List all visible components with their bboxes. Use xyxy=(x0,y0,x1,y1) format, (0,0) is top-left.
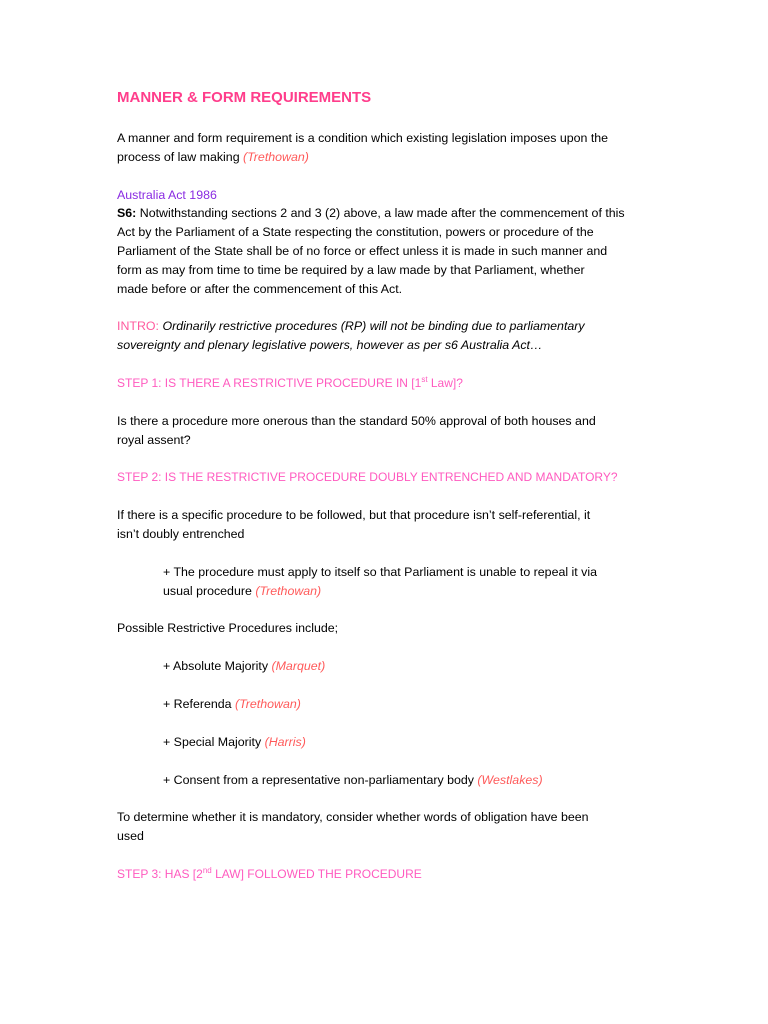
definition-line-2-text: process of law making xyxy=(117,149,244,164)
s6-line-4: form as may from time to time be required by a law made by that Parliament, whether xyxy=(117,262,585,277)
step-1-body xyxy=(117,412,668,450)
self-apply-bullet xyxy=(117,563,668,601)
step-3-sup: nd xyxy=(202,865,212,875)
step-2-body xyxy=(117,506,668,544)
step-1-line-1: Is there a procedure more onerous than the standard 50% approval of both houses and xyxy=(117,413,596,428)
list-item xyxy=(117,733,668,752)
s6-line-1 xyxy=(117,204,668,223)
list-item-text: + Special Majority xyxy=(163,734,265,749)
step-2-line-1: If there is a specific procedure to be followed, but that procedure isn’t self-referential, it xyxy=(117,508,591,523)
possible-procedures-intro: Possible Restrictive Procedures include; xyxy=(117,621,339,636)
list-item-text: + Consent from a representative non-parliamentary body xyxy=(163,772,478,787)
mandatory-line-2: used xyxy=(117,829,144,844)
s6-line-3: Parliament of the State shall be of no force or effect unless it is made in such manner and xyxy=(117,243,608,258)
intro-line-1 xyxy=(117,317,668,336)
australia-act-section xyxy=(117,186,668,299)
case-reference: (Westlakes) xyxy=(477,772,543,787)
definition-paragraph xyxy=(117,129,668,167)
step-2-line-2: isn’t doubly entrenched xyxy=(117,526,245,541)
intro-text-1: Ordinarily restrictive procedures (RP) will not be binding due to parliamentary xyxy=(159,319,585,334)
s6-line-2: Act by the Parliament of a State respecting the constitution, powers or procedure of the xyxy=(117,225,594,240)
australia-act-heading: Australia Act 1986 xyxy=(117,187,217,202)
mandatory-paragraph xyxy=(117,808,668,846)
case-reference: (Trethowan) xyxy=(255,583,322,598)
intro-line-2: sovereignty and plenary legislative powers, however as per s6 Australia Act… xyxy=(117,338,543,353)
step-1-heading xyxy=(117,374,668,393)
list-item xyxy=(117,771,668,790)
step-1-sup: st xyxy=(421,374,428,384)
case-reference: (Trethowan) xyxy=(243,149,309,164)
self-apply-text: usual procedure xyxy=(163,583,256,598)
step-3-suffix: LAW] FOLLOWED THE PROCEDURE xyxy=(211,866,422,881)
definition-line-2 xyxy=(117,148,668,167)
list-item-text: + Referenda xyxy=(163,696,235,711)
step-1-line-2: royal assent? xyxy=(117,432,191,447)
step-2-heading: STEP 2: IS THE RESTRICTIVE PROCEDURE DOUBLY ENTRENCHED AND MANDATORY? xyxy=(117,470,618,485)
list-item xyxy=(117,695,668,714)
s6-label: S6: xyxy=(117,206,137,221)
self-apply-line-1: + The procedure must apply to itself so that Parliament is unable to repeal it via xyxy=(163,564,598,579)
definition-line-1: A manner and form requirement is a condition which existing legislation imposes upon the xyxy=(117,131,609,145)
step-3-prefix: STEP 3: HAS [2 xyxy=(117,866,203,881)
step-3-heading xyxy=(117,865,668,884)
case-reference: (Marquet) xyxy=(271,659,326,674)
intro-label: INTRO: xyxy=(117,319,159,334)
page-title: MANNER & FORM REQUIREMENTS xyxy=(117,89,372,106)
s6-text-1: Notwithstanding sections 2 and 3 (2) above, a law made after the commencement of this xyxy=(136,206,625,221)
case-reference: (Harris) xyxy=(264,734,306,749)
step-1-suffix: Law]? xyxy=(427,375,463,390)
self-apply-line-2 xyxy=(163,582,668,601)
s6-line-5: made before or after the commencement of this Act. xyxy=(117,281,403,296)
mandatory-line-1: To determine whether it is mandatory, consider whether words of obligation have been xyxy=(117,810,589,825)
intro-paragraph xyxy=(117,317,668,355)
list-item xyxy=(117,657,668,676)
case-reference: (Trethowan) xyxy=(234,696,301,711)
step-1-prefix: STEP 1: IS THERE A RESTRICTIVE PROCEDURE IN [1 xyxy=(117,375,422,390)
list-item-text: + Absolute Majority xyxy=(163,659,272,674)
